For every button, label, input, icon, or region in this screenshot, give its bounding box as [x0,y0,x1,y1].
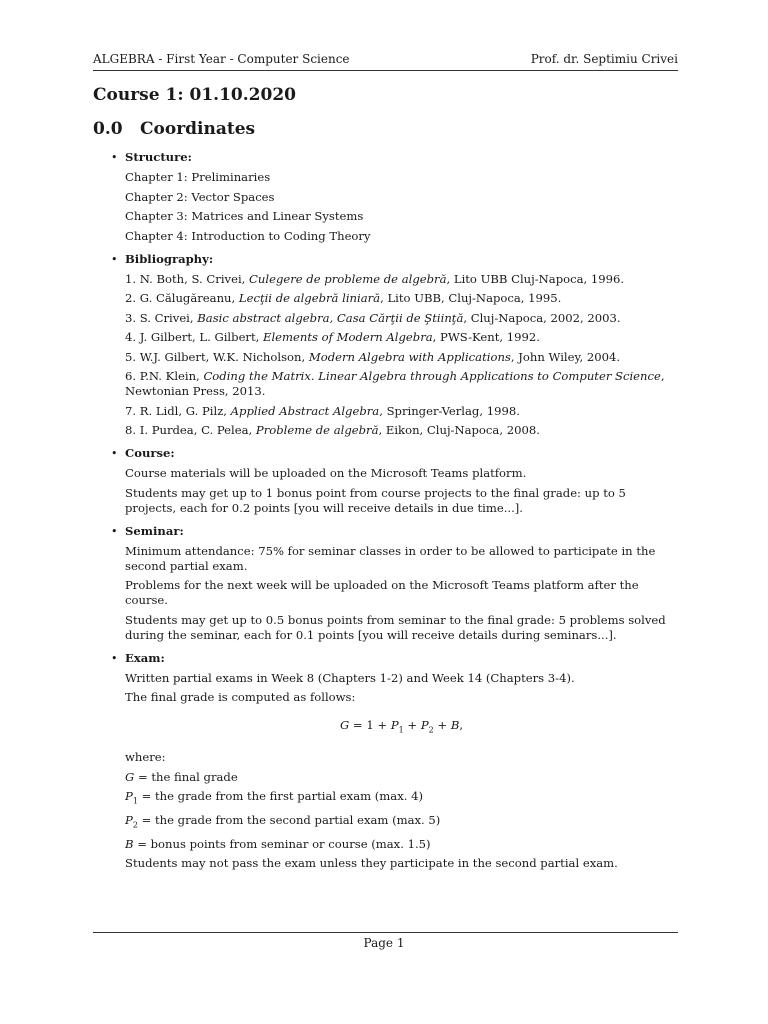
footer-rule [93,932,678,933]
bullet-icon: • [111,651,118,665]
exam-note: Students may not pass the exam unless they participate in the second partial exam. [125,856,618,871]
bib-entry: 5. W.J. Gilbert, W.K. Nicholson, Modern Algebra with Applications, John Wiley, 2004. [125,349,621,364]
bib-entry: 8. I. Purdea, C. Pelea, Probleme de algebră, Eikon, Cluj-Napoca, 2008. [125,423,540,437]
course-block [93,446,678,516]
chapter-item: Chapter 3: Matrices and Linear Systems [125,209,364,223]
definition-line: B = bonus points from seminar or course (max. 1.5) [125,836,431,851]
bullet-icon: • [111,151,118,164]
seminar-line: Students may get up to 0.5 bonus points from seminar to the final grade: 5 problems solved during the seminar, each for 0.1 points [you will receive details during seminars...]. [125,612,666,642]
definition-line: G = the final grade [125,769,238,784]
exam-heading: Exam: [125,650,165,665]
definition-line: $P_1$ = the grade from the first partial exam (max. 4) [125,789,424,806]
grade-formula: $G = 1 + P_1 + P_2 + B$, [339,718,464,735]
chapter-item: Chapter 4: Introduction to Coding Theory [125,228,371,243]
seminar-line: Minimum attendance: 75% for seminar classes in order to be allowed to participate in the second partial exam. [125,543,656,573]
chapter-item: Chapter 2: Vector Spaces [125,189,275,204]
course-title: Course 1: 01.10.2020 [93,85,296,105]
page-number: Page 1 [363,936,405,950]
bullet-icon: • [111,447,118,460]
bullet-icon: • [111,252,118,266]
seminar-line: Problems for the next week will be uploaded on the Microsoft Teams platform after the course. [125,578,639,607]
bib-entry: 6. P.N. Klein, Coding the Matrix. Linear Algebra through Applications to Computer Science, Newtonian Press, 2013. [125,369,665,398]
exam-block [93,651,678,872]
course-line: Students may get up to 1 bonus point from course projects to the final grade: up to 5 projects, each for 0.2 points [you will receive details in due time...]. [125,485,626,515]
where-label: where: [125,750,166,765]
bib-entry: 2. G. Călugăreanu, Lecţii de algebră liniară, Lito UBB, Cluj-Napoca, 1995. [125,291,562,305]
running-header [93,50,678,71]
bib-entry: 7. R. Lidl, G. Pilz, Applied Abstract Algebra, Springer-Verlag, 1998. [125,403,520,418]
exam-line: Written partial exams in Week 8 (Chapters 1-2) and Week 14 (Chapters 3-4). [125,670,575,685]
bullet-icon: • [111,524,118,538]
header-course: ALGEBRA - First Year - Computer Science [93,52,350,66]
seminar-block [93,524,678,643]
bibliography-heading: Bibliography: [125,251,214,266]
bib-entry: 4. J. Gilbert, L. Gilbert, Elements of Modern Algebra, PWS-Kent, 1992. [125,330,540,344]
bibliography-block [93,252,678,439]
bib-entry: 1. N. Both, S. Crivei, Culegere de probleme de algebră, Lito UBB Cluj-Napoca, 1996. [125,271,625,286]
structure-heading: Structure: [125,150,192,164]
structure-block [93,150,678,244]
definition-line: $P_2$ = the grade from the second partial exam (max. 5) [125,813,441,830]
course-heading: Course: [125,446,175,460]
course-line: Course materials will be uploaded on the Microsoft Teams platform. [125,466,527,480]
section-name: Coordinates [140,119,256,139]
exam-line: The final grade is computed as follows: [125,690,356,704]
main-content [93,150,678,879]
section-number: 0.0 [93,119,123,139]
chapter-item: Chapter 1: Preliminaries [125,170,271,184]
seminar-heading: Seminar: [125,523,184,538]
section-title [93,119,255,139]
bib-entry: 3. S. Crivei, Basic abstract algebra, Casa Cărţii de Ştiinţă, Cluj-Napoca, 2002, 2003. [125,310,621,325]
header-author: Prof. dr. Septimiu Crivei [530,52,678,66]
